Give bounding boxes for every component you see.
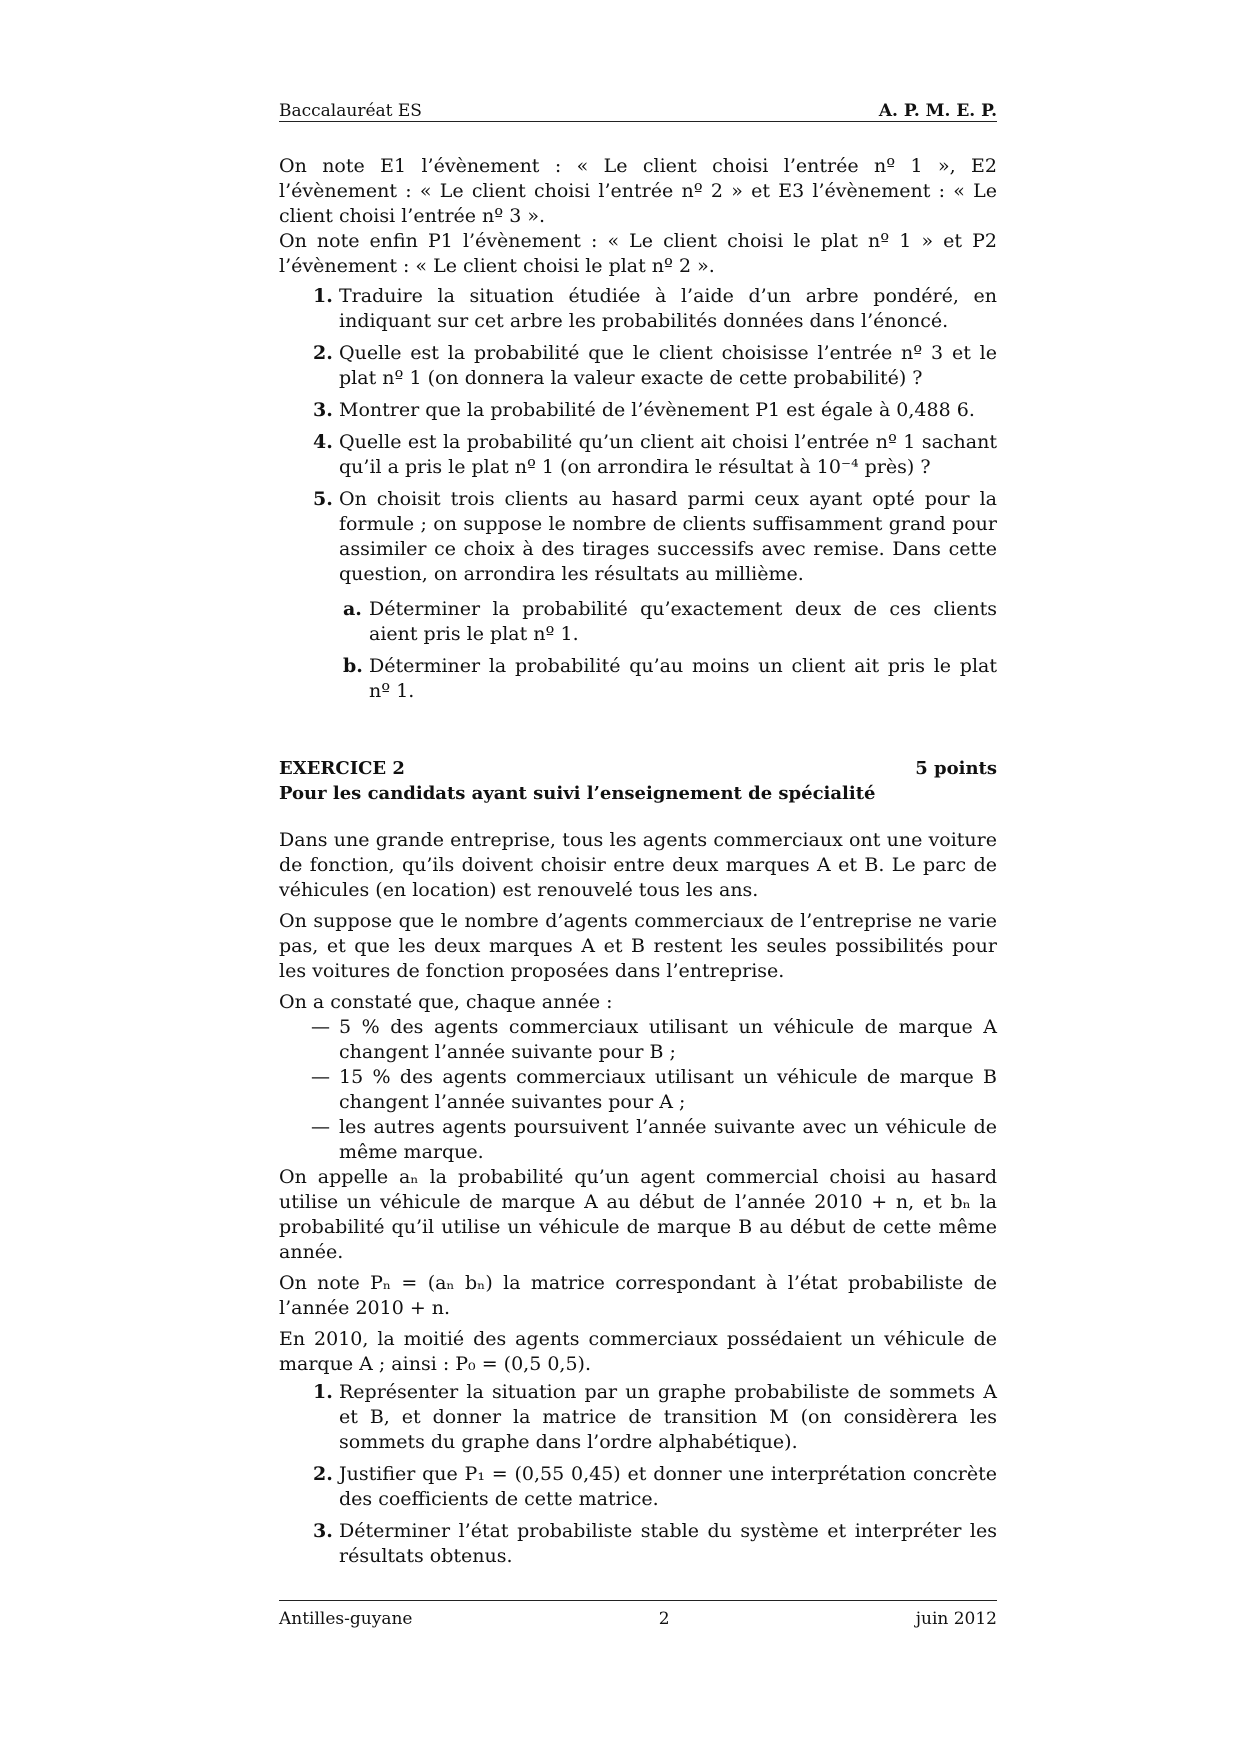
question-1: 1. Traduire la situation étudiée à l’aide d’un arbre pondéré, en indiquant sur cet arbre les probabilités données dans l’énoncé. xyxy=(313,285,997,332)
ex2-paragraph-1: Dans une grande entreprise, tous les agents commerciaux ont une voiture de fonction, qu’ils doivent choisir entre deux marques A et B. Le parc de véhicules (en location) est renouvelé tous les ans. xyxy=(279,829,997,901)
exercise-2-body xyxy=(279,828,997,1377)
header-right: A. P. M. E. P. xyxy=(878,101,997,121)
exercise-points: 5 points xyxy=(915,758,997,779)
page-header xyxy=(279,95,997,122)
questions-list-2 xyxy=(279,1380,997,1576)
dash-item-1: — 5 % des agents commerciaux utilisant un véhicule de marque A changent l’année suivante pour B ; xyxy=(311,1016,997,1063)
header-left: Baccalauréat ES xyxy=(279,101,422,121)
question-3: 3. Montrer que la probabilité de l’évènement P1 est égale à 0,488 6. xyxy=(313,399,975,421)
ex2-paragraph-2: On suppose que le nombre d’agents commerciaux de l’entreprise ne varie pas, et que les deux marques A et B restent les seules possibilités pour les voitures de fonction proposées dans l’entreprise. xyxy=(279,910,997,982)
question-5b: b. Déterminer la probabilité qu’au moins un client ait pris le plat nº 1. xyxy=(343,655,997,702)
ex2-paragraph-3: On a constaté que, chaque année : xyxy=(279,991,613,1013)
page-number: 2 xyxy=(658,1609,670,1629)
question-5a: a. Déterminer la probabilité qu’exactement deux de ces clients aient pris le plat nº 1. xyxy=(343,598,997,645)
footer-left: Antilles-guyane xyxy=(279,1609,413,1629)
ex2-paragraph-5: On note Pₙ = (aₙ bₙ) la matrice correspondant à l’état probabiliste de l’année 2010 + n. xyxy=(279,1272,997,1319)
question-2: 2. Quelle est la probabilité que le client choisisse l’entrée nº 3 et le plat nº 1 (on donnera la valeur exacte de cette probabilité) ? xyxy=(313,342,997,389)
exercise-2-heading xyxy=(279,756,997,806)
ex2-paragraph-4: On appelle aₙ la probabilité qu’un agent commercial choisi au hasard utilise un véhicule de marque A au début de l’année 2010 + n, et bₙ la probabilité qu’il utilise un véhicule de marque B au début de cette même année. xyxy=(279,1166,997,1263)
exercise-title: EXERCICE 2 xyxy=(279,758,405,779)
ex2-paragraph-6: En 2010, la moitié des agents commerciaux possédaient un véhicule de marque A ; ainsi : P₀ = (0,5 0,5). xyxy=(279,1328,997,1375)
questions-list-1 xyxy=(279,284,997,711)
ex2-question-2: 2. Justifier que P₁ = (0,55 0,45) et donner une interprétation concrète des coefficients de cette matrice. xyxy=(313,1463,997,1510)
page-footer xyxy=(279,1600,997,1629)
intro-paragraph-1: On note E1 l’évènement : « Le client choisi l’entrée nº 1 », E2 l’évènement : « Le client choisi l’entrée nº 2 » et E3 l’évènement : « Le client choisi l’entrée nº 3 ». xyxy=(279,155,997,227)
exercise-subtitle: Pour les candidats ayant suivi l’enseignement de spécialité xyxy=(279,783,876,804)
dash-item-3: — les autres agents poursuivent l’année suivante avec un véhicule de même marque. xyxy=(311,1116,997,1163)
question-5: 5. On choisit trois clients au hasard parmi ceux ayant opté pour la formule ; on suppose le nombre de clients suffisamment grand pour assimiler ce choix à des tirages successifs avec remise. Dans cette question, on arrondira les résultats au millième. a. Déterminer la probabilité qu’exactement deux de ces clients aient pris le plat nº 1. b. Déterminer la probabilité qu’au moins un client ait pris le plat nº 1. xyxy=(279,487,997,704)
footer-right: juin 2012 xyxy=(915,1609,997,1629)
intro-section xyxy=(279,154,997,279)
dash-item-2: — 15 % des agents commerciaux utilisant un véhicule de marque B changent l’année suivantes pour A ; xyxy=(311,1066,997,1113)
question-4: 4. Quelle est la probabilité qu’un client ait choisi l’entrée nº 1 sachant qu’il a pris le plat nº 1 (on arrondira le résultat à 10⁻⁴ près) ? xyxy=(313,431,997,478)
intro-paragraph-2: On note enfin P1 l’évènement : « Le client choisi le plat nº 1 » et P2 l’évènement : « Le client choisi le plat nº 2 ». xyxy=(279,230,997,277)
ex2-question-1: 1. Représenter la situation par un graphe probabiliste de sommets A et B, et donner la matrice de transition M (on considèrera les sommets du graphe dans l’ordre alphabétique). xyxy=(313,1381,997,1453)
ex2-question-3: 3. Déterminer l’état probabiliste stable du système et interpréter les résultats obtenus. xyxy=(313,1520,997,1567)
